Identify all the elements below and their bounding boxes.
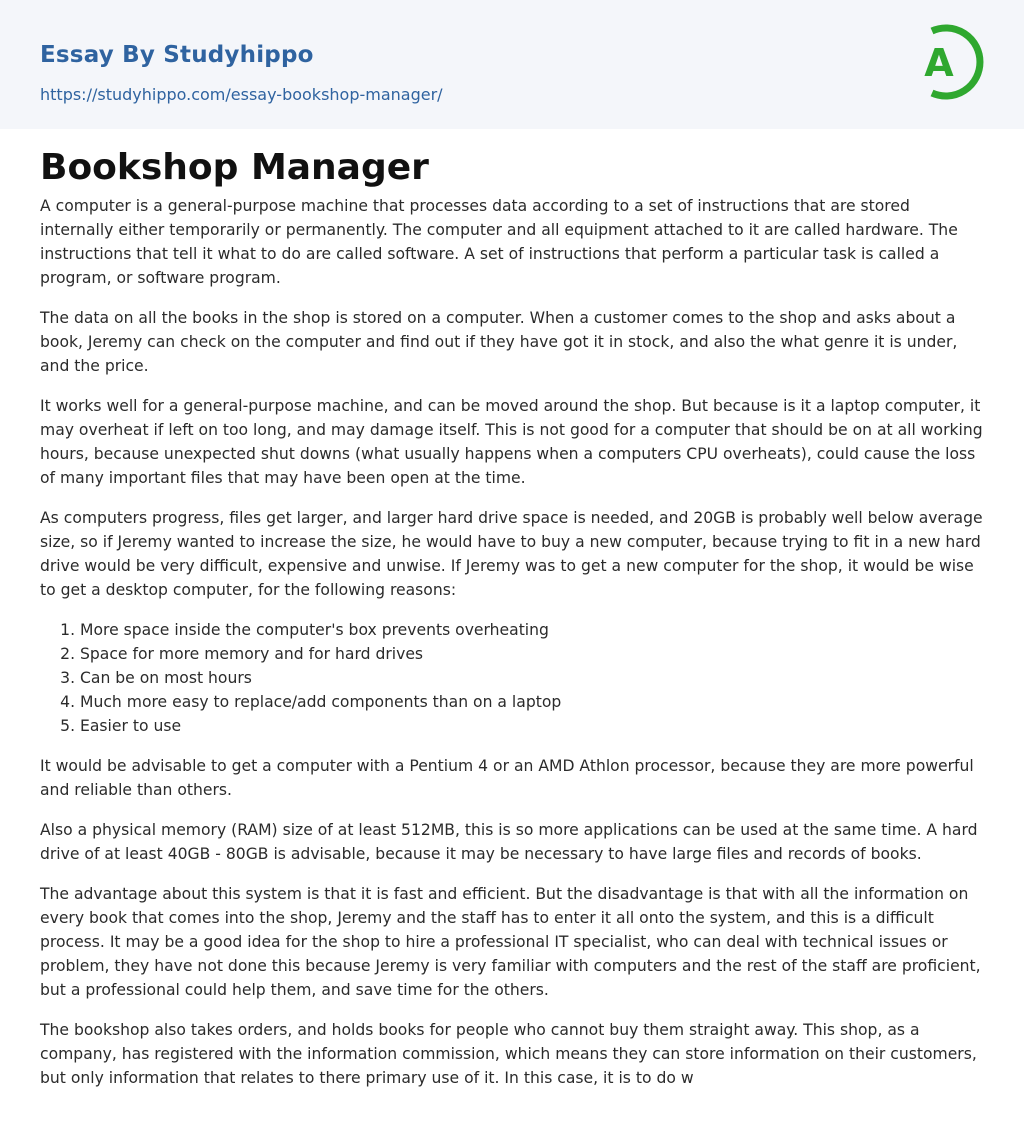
paragraph: As computers progress, files get larger, and larger hard drive space is needed, and 20GB is probably well below average size, so if Jeremy wanted to increase the size, he would have to buy a new computer, because trying to fit in a new hard drive would be very difficult, expensive and unwise. If Jeremy was to get a new computer for the shop, it would be wise to get a desktop computer, for the following reasons: <box>40 509 983 599</box>
list-item: 3. Can be on most hours <box>80 666 988 690</box>
essay-body <box>40 194 988 1106</box>
list-item: 5. Easier to use <box>80 714 988 738</box>
page-title: Bookshop Manager <box>40 147 429 188</box>
paragraph: The advantage about this system is that it is fast and efficient. But the disadvantage is that with all the information on every book that comes into the shop, Jeremy and the staff has to enter it all onto the system, and this is a difficult process. It may be a good idea for the shop to hire a professional IT specialist, who can deal with technical issues or problem, they have not done this because Jeremy is very familiar with computers and the rest of the staff are proficient, but a professional could help them, and save time for the others. <box>40 885 981 999</box>
paragraph: The bookshop also takes orders, and holds books for people who cannot buy them straight away. This shop, as a company, has registered with the information commission, which means they can store information on their customers, but only information that relates to there primary use of it. In this case, it is to do w <box>40 1021 977 1087</box>
reasons-list <box>40 618 988 738</box>
list-item: 4. Much more easy to replace/add components than on a laptop <box>80 690 988 714</box>
brand-name[interactable]: Essay By Studyhippo <box>40 42 314 68</box>
paragraph: Also a physical memory (RAM) size of at least 512MB, this is so more applications can be used at the same time. A hard drive of at least 40GB - 80GB is advisable, because it may be necessary to have large files and records of books. <box>40 821 978 863</box>
list-item: 1. More space inside the computer's box prevents overheating <box>80 618 988 642</box>
paragraph: The data on all the books in the shop is stored on a computer. When a customer comes to the shop and asks about a book, Jeremy can check on the computer and find out if they have got it in stock, and also the what genre it is under, and the price. <box>40 309 958 375</box>
paragraph: It would be advisable to get a computer with a Pentium 4 or an AMD Athlon processor, because they are more powerful and reliable than others. <box>40 757 974 799</box>
essay-url-link[interactable]: https://studyhippo.com/essay-bookshop-manager/ <box>40 85 443 104</box>
paragraph: It works well for a general-purpose machine, and can be moved around the shop. But because is it a laptop computer, it may overheat if left on too long, and may damage itself. This is not good for a computer that should be on at all working hours, because unexpected shut downs (what usually happens when a computers CPU overheats), could cause the loss of many important files that may have been open at the time. <box>40 397 983 487</box>
paragraph: A computer is a general-purpose machine that processes data according to a set of instructions that are stored internally either temporarily or permanently. The computer and all equipment attached to it are called hardware. The instructions that tell it what to do are called software. A set of instructions that perform a particular task is called a program, or software program. <box>40 197 958 287</box>
list-item: 2. Space for more memory and for hard drives <box>80 642 988 666</box>
logo-letter: A <box>924 41 954 85</box>
studyhippo-logo-icon[interactable] <box>912 19 986 105</box>
